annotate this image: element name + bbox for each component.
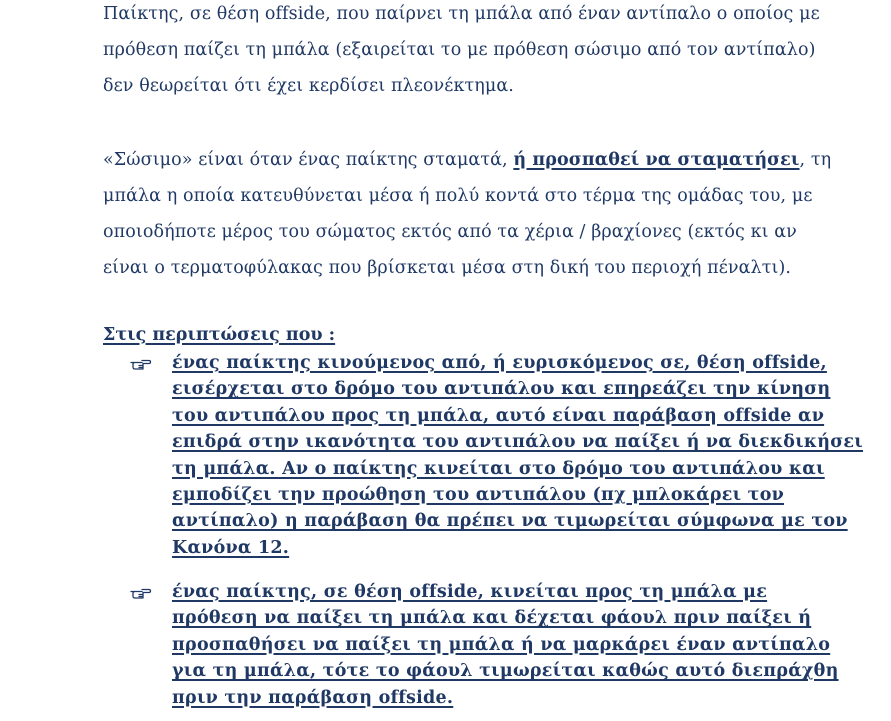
list-item-line: ένας παίκτης, σε θέση offside, κινείται προς τη μπάλα με xyxy=(172,582,768,602)
list-item-line: πριν την παράβαση offside. xyxy=(172,687,454,708)
paragraph-line xyxy=(103,142,863,178)
cases-heading: Στις περιπτώσεις που : xyxy=(103,325,336,345)
list-item-line: εμποδίζει την προώθηση του αντιπάλου (πχ μπλοκάρει τον xyxy=(172,485,785,506)
paragraph-save-definition xyxy=(103,142,863,286)
paragraph-line: Παίκτης, σε θέση offside, που παίρνει τη μπάλα από έναν αντίπαλο ο οποίος με xyxy=(103,4,820,24)
list-item-line: αντίπαλο) η παράβαση θα πρέπει να τιμωρείται σύμφωνα με τον xyxy=(172,511,848,532)
paragraph-advantage xyxy=(103,0,863,104)
list-item-line: τη μπάλα. Αν ο παίκτης κινείται στο δρόμο του αντιπάλου και xyxy=(172,458,825,479)
list-item-line: προσπαθήσει να παίξει τη μπάλα ή να μαρκάρει έναν αντίπαλο xyxy=(172,634,831,655)
paragraph-text: «Σώσιμο» είναι όταν ένας παίκτης σταματά, xyxy=(103,150,514,170)
list-item-text xyxy=(172,579,862,711)
paragraph-line: μπάλα η οποία κατευθύνεται μέσα ή πολύ κοντά στο τέρμα της ομάδας του, με xyxy=(103,186,813,206)
list-item-line: για τη μπάλα, τότε το φάουλ τιμωρείται καθώς αυτό διεπράχθη xyxy=(172,661,839,682)
list-item-text xyxy=(172,350,862,561)
pointing-hand-icon xyxy=(130,585,152,601)
paragraph-line: οποιοδήποτε μέρος του σώματος εκτός από τα χέρια / βραχίονες (εκτός κι αν xyxy=(103,222,797,242)
paragraph-line: είναι ο τερματοφύλακας που βρίσκεται μέσα στη δική του περιοχή πέναλτι). xyxy=(103,258,792,278)
list-item-line: ένας παίκτης κινούμενος από, ή ευρισκόμενος σε, θέση offside, xyxy=(172,353,827,373)
list-item-line: Κανόνα 12. xyxy=(172,537,290,558)
list-item-line: εισέρχεται στο δρόμο του αντιπάλου και επηρεάζει την κίνηση xyxy=(172,379,831,400)
pointing-hand-icon xyxy=(130,356,152,372)
list-item-line: πρόθεση να παίξει τη μπάλα και δέχεται φάουλ πριν παίξει ή xyxy=(172,608,812,629)
emphasis-phrase: ή προσπαθεί να σταματήσει xyxy=(513,150,800,170)
list-item-line: επιδρά στην ικανότητα του αντιπάλου να παίξει ή να διεκδικήσει xyxy=(172,432,864,453)
paragraph-text: , τη xyxy=(799,150,832,170)
paragraph-line: δεν θεωρείται ότι έχει κερδίσει πλεονέκτημα. xyxy=(103,76,514,96)
paragraph-line: πρόθεση παίζει τη μπάλα (εξαιρείται το με πρόθεση σώσιμο από τον αντίπαλο) xyxy=(103,40,816,60)
list-item-line: του αντιπάλου προς τη μπάλα, αυτό είναι παράβαση offside αν xyxy=(172,405,825,426)
